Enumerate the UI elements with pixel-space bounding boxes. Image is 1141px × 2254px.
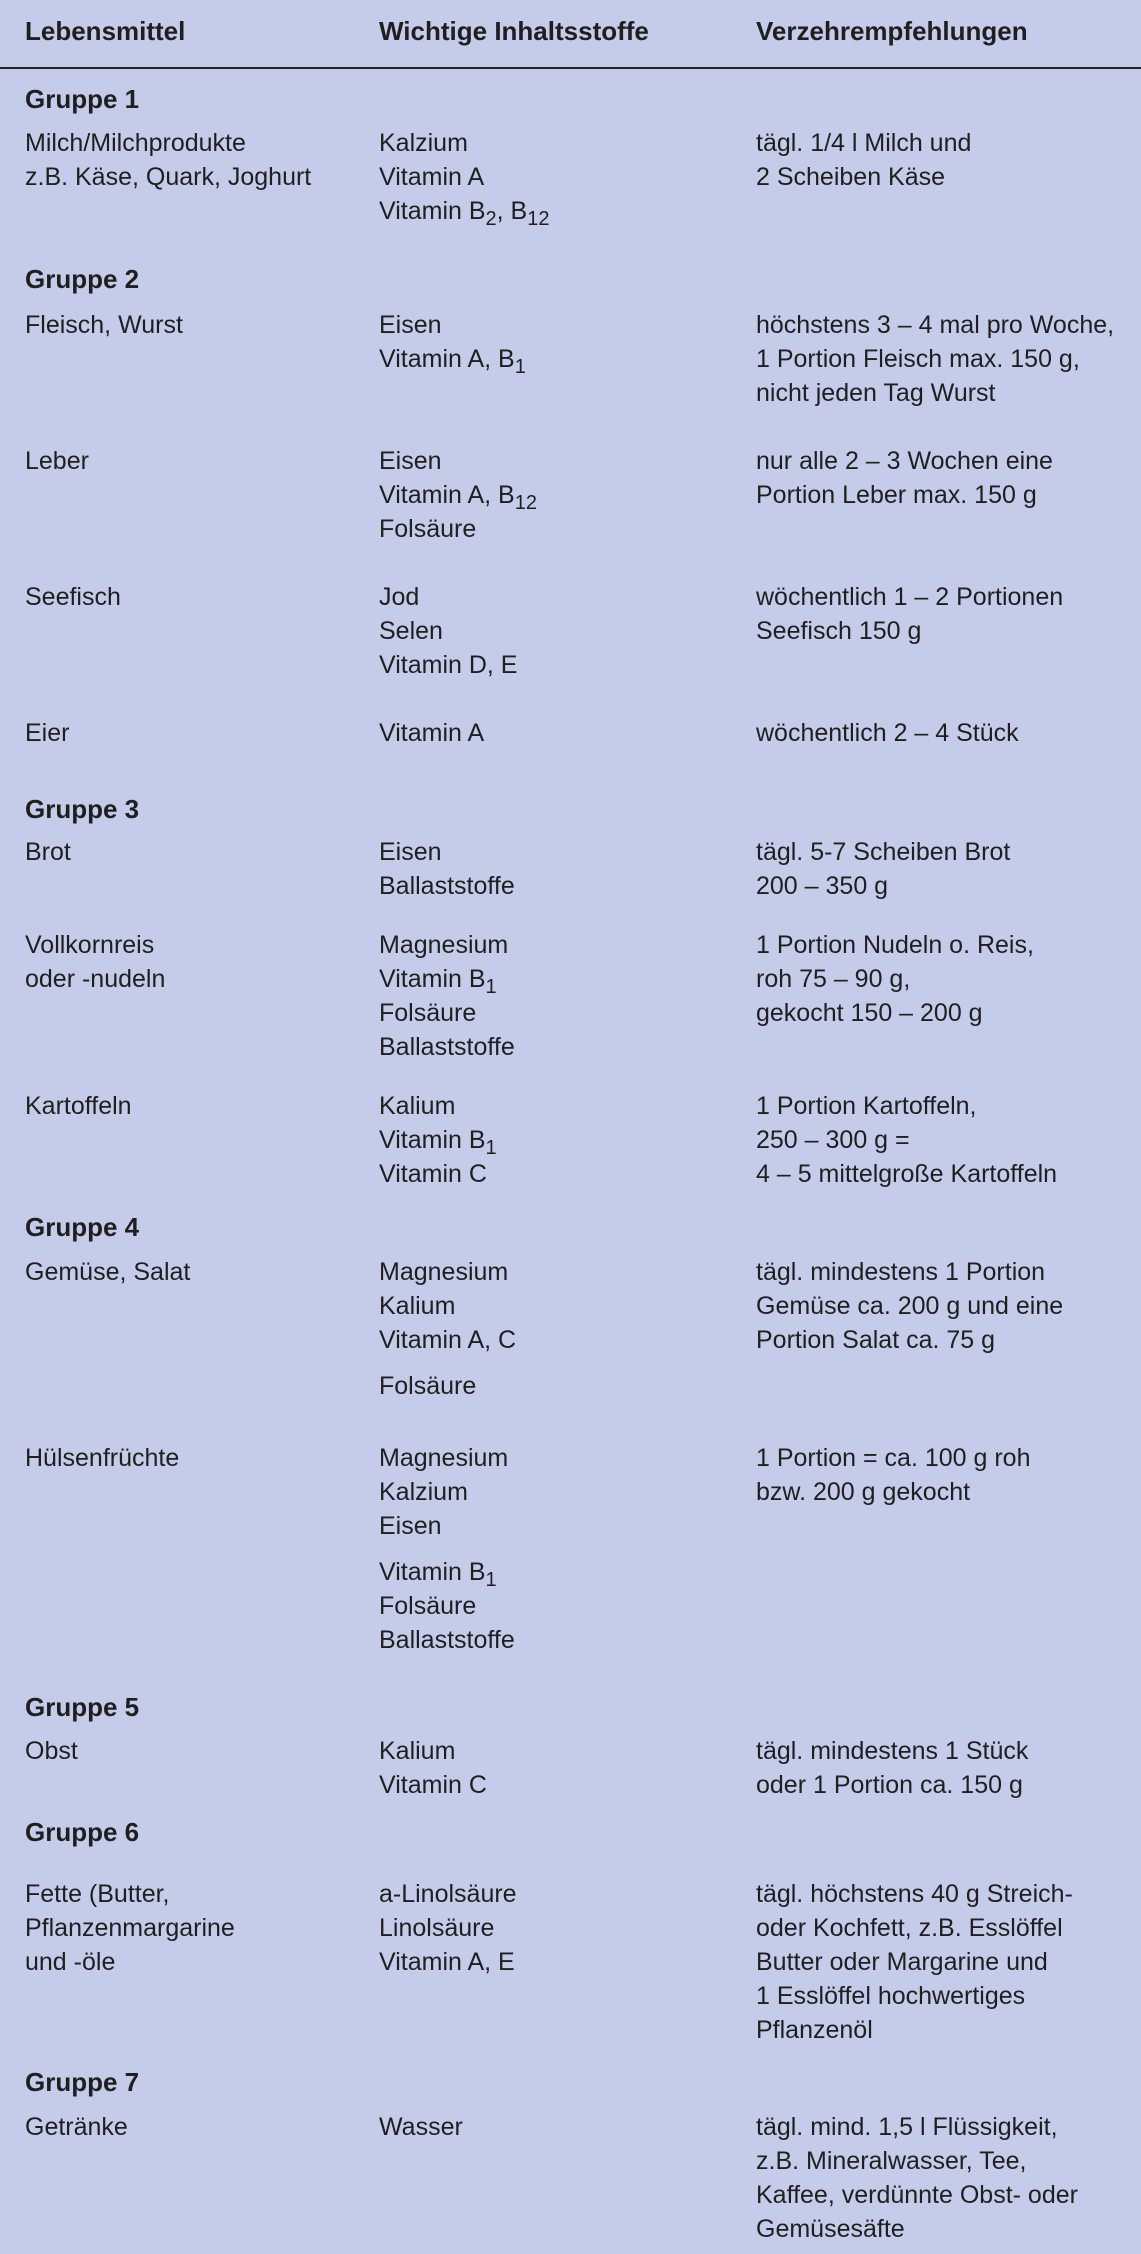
recommendation-cell: tägl. mindestens 1 Portion Gemüse ca. 200 g und eine Portion Salat ca. 75 g [756, 1258, 1064, 1354]
header-divider [0, 67, 1141, 69]
group-title: Gruppe 7 [25, 2067, 140, 2097]
group-title: Gruppe 4 [25, 1212, 140, 1242]
nutrients-cell: Kalium Vitamin $B_1$ Vitamin C [379, 1092, 497, 1188]
food-cell: Gemüse, Salat [25, 1258, 191, 1286]
column-header-recommendation: Verzehrempfehlungen [756, 16, 1028, 46]
group-title: Gruppe 3 [25, 794, 140, 824]
food-cell: Fette (Butter, Pflanzenmargarine und -öle [25, 1880, 235, 1976]
food-cell: Getränke [25, 2113, 128, 2141]
recommendation-cell: tägl. 5-7 Scheiben Brot 200 – 350 g [756, 838, 1011, 900]
nutrients-cell: Magnesium Kalium Vitamin A, C Folsäure [379, 1258, 517, 1400]
column-header-nutrients: Wichtige Inhaltsstoffe [379, 16, 649, 46]
recommendation-cell: 1 Portion Nudeln o. Reis, roh 75 – 90 g, gekocht 150 – 200 g [756, 931, 1034, 1027]
group-title: Gruppe 1 [25, 84, 140, 114]
recommendation-cell: wöchentlich 1 – 2 Portionen Seefisch 150 g [756, 583, 1064, 645]
recommendation-cell: wöchentlich 2 – 4 Stück [756, 719, 1019, 747]
nutrients-cell: a-Linolsäure Linolsäure Vitamin A, E [379, 1880, 517, 1976]
recommendation-cell: tägl. mindestens 1 Stück oder 1 Portion ca. 150 g [756, 1737, 1029, 1799]
food-cell: Brot [25, 838, 71, 866]
nutrients-cell: Wasser [379, 2113, 463, 2141]
recommendation-cell: 1 Portion Kartoffeln, 250 – 300 g = 4 – 5 mittelgroße Kartoffeln [756, 1092, 1058, 1188]
recommendation-cell: 1 Portion = ca. 100 g roh bzw. 200 g gekocht [756, 1444, 1031, 1506]
column-header-food: Lebensmittel [25, 16, 186, 46]
nutrients-cell: Eisen Vitamin A, $B_1$ [379, 311, 526, 378]
food-cell: Leber [25, 447, 89, 475]
nutrients-cell: Magnesium Kalzium Eisen Vitamin $B_1$ Folsäure Ballaststoffe [379, 1444, 515, 1654]
recommendation-cell: tägl. 1/4 l Milch und 2 Scheiben Käse [756, 129, 972, 191]
nutrients-cell: Eisen Ballaststoffe [379, 838, 515, 900]
nutrients-cell: Eisen Vitamin A, $B_{12}$ Folsäure [379, 447, 537, 543]
recommendation-cell: nur alle 2 – 3 Wochen eine Portion Leber max. 150 g [756, 447, 1053, 509]
nutrients-cell: Magnesium Vitamin $B_1$ Folsäure Ballaststoffe [379, 931, 515, 1061]
food-cell: Hülsenfrüchte [25, 1444, 180, 1472]
nutrients-cell: Vitamin A [379, 719, 485, 747]
nutrients-cell: Kalium Vitamin C [379, 1737, 487, 1799]
food-cell: Vollkornreis oder -nudeln [25, 931, 166, 993]
recommendation-cell: höchstens 3 – 4 mal pro Woche, 1 Portion Fleisch max. 150 g, nicht jeden Tag Wurst [756, 311, 1115, 407]
recommendation-cell: tägl. höchstens 40 g Streich- oder Kochfett, z.B. Esslöffel Butter oder Margarine und 1 Esslöffel hochwertiges Pflanzenöl [756, 1880, 1073, 2044]
food-cell: Obst [25, 1737, 78, 1765]
food-cell: Fleisch, Wurst [25, 311, 183, 339]
nutrients-cell: Kalzium Vitamin A Vitamin $B_2$, $B_{12}$ [379, 129, 550, 230]
food-cell: Kartoffeln [25, 1092, 132, 1120]
group-title: Gruppe 6 [25, 1817, 140, 1847]
food-cell: Eier [25, 719, 70, 747]
group-title: Gruppe 2 [25, 264, 140, 294]
recommendation-cell: tägl. mind. 1,5 l Flüssigkeit, z.B. Mineralwasser, Tee, Kaffee, verdünnte Obst- oder Gemüsesäfte [756, 2113, 1078, 2243]
group-title: Gruppe 5 [25, 1692, 140, 1722]
food-cell: Seefisch [25, 583, 121, 611]
nutrients-cell: Jod Selen Vitamin D, E [379, 583, 518, 679]
food-cell: Milch/Milchprodukte z.B. Käse, Quark, Joghurt [25, 129, 312, 191]
